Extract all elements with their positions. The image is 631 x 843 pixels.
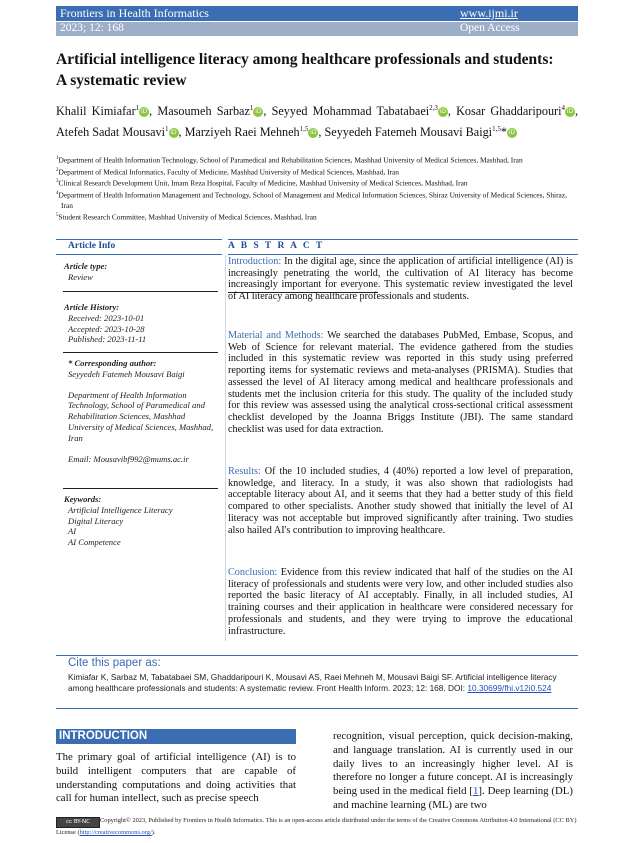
citation-heading: Cite this paper as: <box>68 657 161 669</box>
keyword: Artificial Intelligence Literacy <box>68 504 173 515</box>
abstract-heading: A B S T R A C T <box>228 239 578 255</box>
author-name: Seyyedeh Fatemeh <box>324 125 417 140</box>
article-type-block: Article type: Review <box>64 261 108 282</box>
orcid-icon[interactable]: iD <box>140 108 148 116</box>
author-name: Mousavi Baigi <box>419 125 493 140</box>
author-name: Marziyeh Raei Mehneh <box>184 125 300 140</box>
orcid-icon[interactable]: iD <box>255 108 262 116</box>
author-list: Khalil Kimiafar$^1$ iD , Masoumeh Sarbaz$^1$ iD , Seyyed Mohammad Tabatabaei$^{2,3}$ iD , Kosar Ghaddaripouri$^4$ iD , Atefeh Sadat Mousavi$^1$ iD , Marziyeh Raei Mehneh$^{1,5}$ iD , Seyyedeh Fatemeh Mousavi Baigi$^{1,5}$* iD <box>56 104 579 140</box>
author-name: Kosar <box>456 104 486 119</box>
journal-url-link[interactable]: www.ijmi.ir <box>460 6 518 20</box>
affiliation: $^5$Student Research Committee, Mashhad University of Medical Sciences, Mashhad, Iran <box>56 212 317 222</box>
copyright-footer: cc BY-NC Copyright© 2023, Published by Frontiers in Health Informatics. This is an open-access article distributed under the terms of the Creative Commons Attribution 4.0 International (CC BY) License (http://creativecommons.org/). <box>56 817 577 836</box>
open-access-label: Open Access <box>460 22 520 34</box>
license-link[interactable]: http://creativecommons.org/ <box>79 829 152 836</box>
journal-name: Frontiers in Health Informatics <box>60 6 209 20</box>
author-name: Masoumeh Sarbaz <box>157 104 250 119</box>
column-divider <box>225 255 226 641</box>
journal-header-bar <box>56 6 578 21</box>
abstract-introduction: Introduction: In the digital age, since the application of artificial intelligence (AI) is increasingly penetrating the world, the cultivation of AI literacy has become increasingly important for everyone. This systematic review investigated the level of AI literacy among healthcare professionals and students. <box>228 256 573 303</box>
orcid-icon[interactable]: iD <box>170 129 177 137</box>
author-name: Seyyed Mohammad Tabatabaei <box>271 104 430 119</box>
affiliation: $^2$Department of Medical Informatics, Faculty of Medicine, Mashhad University of Medical Sciences, Mashhad, Iran <box>56 167 399 177</box>
citation-text: Kimiafar K, Sarbaz M, Tabatabaei SM, Ghaddaripouri K, Mousavi AS, Raei Mehneh M, Mousavi Baigi SF. Artificial intelligence literacy among healthcare professionals and students: A systematic review. Front Health Inform. 2023; 12: 168. DOI: 10.30699/fhi.v12i0.524 <box>68 672 557 693</box>
issue-info-bar <box>56 22 578 36</box>
author-name: Ghaddaripouri <box>490 104 562 119</box>
abstract-methods: Material and Methods: We searched the databases PubMed, Embase, Scopus, and Web of Science for relevant material. The evidence gathered from the studies included in this systematic review was reported in this study using preferred reporting items for systematic reviews and meta-analyses (PRISMA). Studies that assessed the level of AI literacy among medical and healthcare professionals and students met the inclusion criteria for this study. The quality of the included study for this review was assessed using the analytical cross-sectional critical assessment checklist developed by the Joanna Briggs Institute (JBI). The same standard checklist was used for data extraction. <box>228 330 573 435</box>
affiliation: $^3$Clinical Research Development Unit, Imam Reza Hospital, Faculty of Medicine, Mashhad University of Medical Sciences, Mashhad, Iran <box>56 178 468 188</box>
cc-license-badge: cc BY-NC <box>56 817 100 828</box>
keyword: AI Competence <box>68 537 121 548</box>
introduction-heading: INTRODUCTION <box>56 729 296 744</box>
section-label: Material and Methods: <box>228 330 324 341</box>
abstract-results: Results: Of the 10 included studies, 4 (40%) reported a low level of preparation, knowledge, and literacy. In a study, it was also shown that radiologists had acceptable literacy about AI, and it seems that they had a better study of this field compared to other specialists. Another study showed that initially the level of AI literacy was not acceptable but improved significantly after training. Two studies also hailed AI's contribution to improving healthcare. <box>228 466 573 536</box>
orcid-icon[interactable]: iD <box>508 129 516 137</box>
author-name: Khalil Kimiafar <box>56 104 136 119</box>
affiliation: $^1$Department of Health Information Technology, School of Paramedical and Rehabilitation Sciences, Mashhad University of Medical Sciences, Mashhad, Iran <box>56 155 523 165</box>
corresponding-email[interactable]: Email: Mousavibf992@mums.ac.ir <box>68 453 189 464</box>
article-history-block: Article History: Received: 2023-10-01 Accepted: 2023-10-28 Published: 2023-11-11 <box>64 302 147 345</box>
orcid-icon[interactable]: iD <box>439 108 447 116</box>
doi-link[interactable]: 10.30699/fhi.v12i0.524 <box>467 682 552 693</box>
article-info-heading: Article Info <box>56 239 222 255</box>
abstract-conclusion: Conclusion: Evidence from this review indicated that half of the studies on the AI literacy of professionals and students were very low, and other included studies also reported the basic literacy of AI acceptably. Finally, in all included studies, AI training courses and their application in healthcare were considered necessary for professionals and students, and they were trying to improve the educational infrastructure. <box>228 567 573 637</box>
section-label: Introduction: <box>228 256 282 267</box>
divider <box>228 292 378 293</box>
introduction-left-column: The primary goal of artificial intelligence (AI) is to build intelligent computers that are capable of understanding computations and doing activities that call for human intellect, such as precise speech <box>56 751 296 805</box>
corresponding-mark: * <box>500 125 507 140</box>
introduction-right-column: recognition, visual perception, quick decision-making, and language translation. AI is currently used in our daily lives to an increasingly higher level. AI is therefore no longer a future concept. AI is increasingly being used in the medical field [1]. Deep learning (DL) and machine learning (ML) are two <box>333 730 573 811</box>
section-label: Results: <box>228 466 261 477</box>
orcid-icon[interactable]: iD <box>310 129 317 137</box>
divider <box>63 352 218 353</box>
author-name: Atefeh Sadat Mousavi <box>56 125 165 140</box>
paper-title: Artificial intelligence literacy among healthcare professionals and students: A systematic review <box>56 51 554 89</box>
keyword: Digital Literacy <box>68 515 124 526</box>
divider <box>63 291 218 292</box>
affiliation: $^4$Department of Health Information Management and Technology, School of Management and Medical Information Sciences, Shiraz University of Medical Sciences, Shiraz, Iran <box>56 190 567 210</box>
section-label: Conclusion: <box>228 567 278 578</box>
orcid-icon[interactable]: iD <box>566 108 574 116</box>
volume-info: 2023; 12: 168 <box>60 22 124 34</box>
keywords-block: Keywords: Artificial Intelligence Literacy Digital Literacy AI AI Competence <box>64 494 219 548</box>
corresponding-author-block: * Corresponding author: Seyyedeh Fatemeh Mousavi Baigi Department of Health Information Technology, School of Paramedical and Rehabilitation Sciences, Mashhad University of Medical Sciences, Mashhad, Iran Email: Mousavibf992@mums.ac.ir <box>68 358 216 464</box>
reference-link[interactable]: 1 <box>473 785 479 798</box>
affiliations <box>56 154 578 223</box>
divider <box>63 488 218 489</box>
keyword: AI <box>68 526 77 537</box>
